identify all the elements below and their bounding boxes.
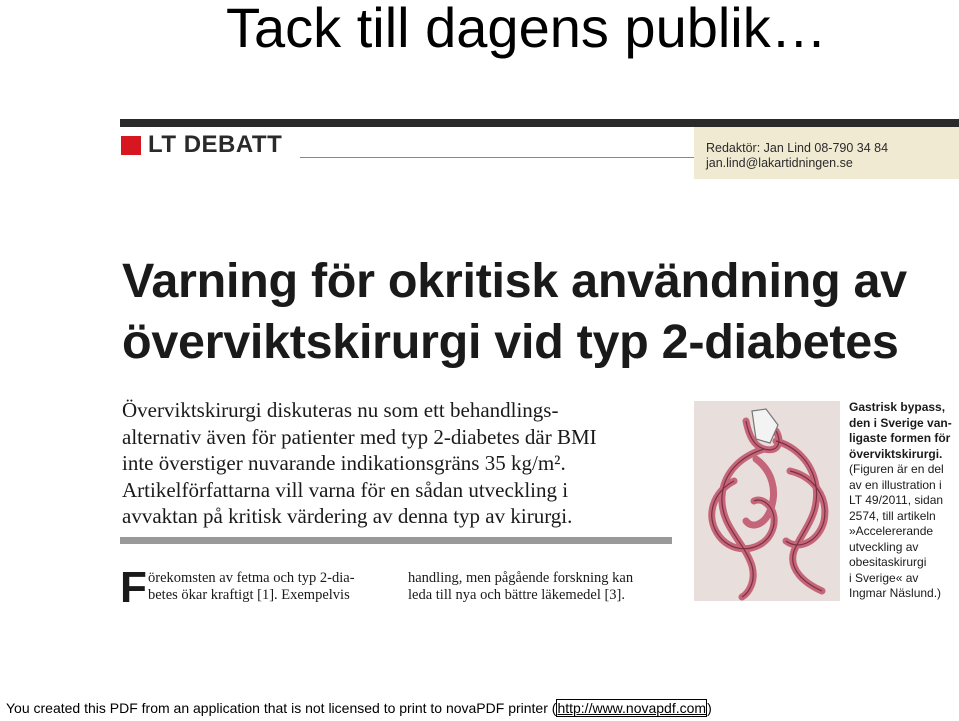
figure-caption [849,400,959,602]
headline-line: överviktskirurgi vid typ 2-diabetes [122,315,899,369]
caption-line: obesitaskirurgi [849,555,927,569]
lead-line: Artikelförfattarna vill varna för en sådan utveckling i [122,477,569,502]
section-label: LT DEBATT [148,131,283,158]
brand-square-icon [121,136,141,155]
body-line: betes ökar kraftigt [1]. Exempelvis [148,587,350,603]
caption-line: av en illustration i [849,477,942,492]
article-clipping [120,119,959,612]
illustration-svg [694,401,840,601]
footer-text: You created this PDF from an application that is not licensed to print to novaPDF printer ( [6,700,557,716]
section-underline [300,157,694,158]
caption-bold-line: ligaste formen för [849,431,951,445]
body-line: örekomsten av fetma och typ 2-dia- [148,570,355,586]
drop-cap: F [120,563,147,612]
lead-line: inte överstiger nuvarande indikationsgräns 35 kg/m². [122,451,566,475]
lead-paragraph [122,397,682,530]
lead-line: alternativ även för patienter med typ 2-diabetes där BMI [122,424,597,449]
lead-line: Överviktskirurgi diskuteras nu som ett behandlings- [122,398,559,422]
top-rule [120,119,959,127]
footer-end: ) [707,700,712,716]
editor-line-1: Redaktör: Jan Lind 08-790 34 84 [706,141,889,155]
caption-bold-line: överviktskirurgi. [849,446,943,461]
lead-line: avvaktan på kritisk värdering av denna typ av kirurgi. [122,504,573,528]
body-column-right [408,570,633,604]
body-column-left [148,570,355,604]
caption-line: i Sverige« av [849,570,919,585]
body-line: leda till nya och bättre läkemedel [3]. [408,587,626,603]
footer-notice [6,699,712,717]
gastric-bypass-illustration [694,401,840,601]
caption-bold-line: den i Sverige van- [849,415,952,430]
slide-title: Tack till dagens publik… [226,0,827,59]
editor-box [694,127,959,179]
editor-line-2: jan.lind@lakartidningen.se [706,156,853,170]
caption-line: »Accelererande [849,524,934,538]
caption-line: LT 49/2011, sidan [849,493,944,507]
headline-line: Varning för okritisk användning av [122,254,907,308]
caption-line: utveckling av [849,539,919,554]
caption-line: 2574, till artikeln [849,508,936,523]
footer-link[interactable]: http://www.novapdf.com [557,700,707,716]
caption-line: (Figuren är en del [849,462,944,476]
body-line: handling, men pågående forskning kan [408,570,634,586]
headline [122,251,952,373]
caption-bold-line: Gastrisk bypass, [849,400,946,414]
caption-line: Ingmar Näslund.) [849,586,942,600]
lead-rule [120,537,672,544]
